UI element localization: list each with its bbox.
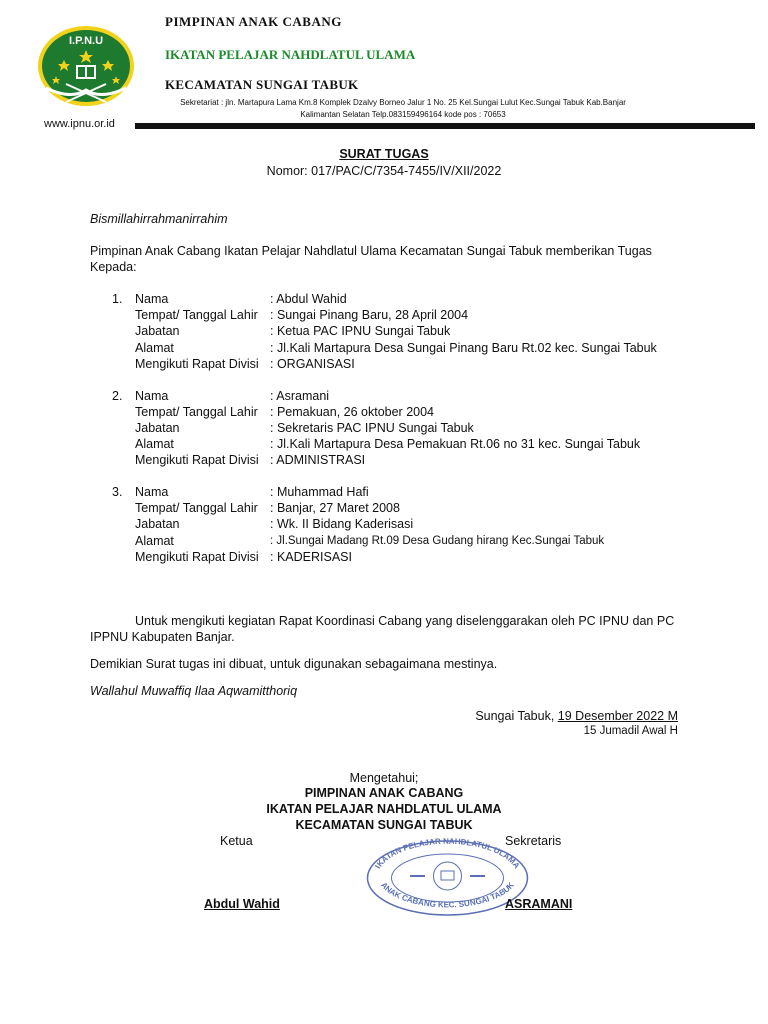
opening-basmalah: Bismillahirrahmanirrahim bbox=[90, 212, 228, 226]
letterhead-org-line1: PIMPINAN ANAK CABANG bbox=[165, 14, 342, 29]
label-nama: Nama bbox=[135, 389, 169, 403]
date-place: Sungai Tabuk, bbox=[475, 709, 558, 723]
signer-ketua: Abdul Wahid bbox=[204, 897, 280, 911]
value-jabatan: : Wk. II Bidang Kaderisasi bbox=[270, 517, 414, 531]
value-ttl: : Sungai Pinang Baru, 28 April 2004 bbox=[270, 308, 469, 322]
signer-sekretaris: ASRAMANI bbox=[505, 897, 573, 911]
value-nama: : Muhammad Hafi bbox=[270, 485, 369, 499]
svg-text:ANAK CABANG KEC. SUNGAI TABUK: ANAK CABANG KEC. SUNGAI TABUK bbox=[379, 880, 516, 910]
date-masehi: 19 Desember 2022 M bbox=[557, 709, 678, 723]
secretariat-address: Sekretariat : jln. Martapura Lama Km.8 Komplek Dzalvy Borneo Jalur 1 No. 25 Kel.Sungai Lulut Kec.Sungai Tabuk Kab.Banjar Kalimantan Selatan Telp.083159496164 kode pos : 70653 bbox=[180, 98, 626, 119]
acknowledged-label: Mengetahui; bbox=[349, 771, 419, 785]
person-number: 2. bbox=[112, 389, 123, 403]
letter-number: Nomor: 017/PAC/C/7354-7455/IV/XII/2022 bbox=[266, 164, 502, 178]
intro-line2: Kepada: bbox=[90, 260, 137, 274]
value-jabatan: : Sekretaris PAC IPNU Sungai Tabuk bbox=[270, 421, 474, 435]
signature-org2: IKATAN PELAJAR NAHDLATUL ULAMA bbox=[266, 802, 502, 816]
role-ketua: Ketua bbox=[220, 834, 253, 848]
signature-org1: PIMPINAN ANAK CABANG bbox=[304, 786, 464, 800]
label-alamat: Alamat bbox=[135, 534, 174, 548]
letterhead-org-line2: IKATAN PELAJAR NAHDLATUL ULAMA bbox=[165, 47, 416, 62]
value-ttl: : Banjar, 27 Maret 2008 bbox=[270, 501, 400, 515]
header-divider bbox=[135, 123, 755, 129]
label-ttl: Tempat/ Tanggal Lahir bbox=[135, 308, 258, 322]
value-nama: : Abdul Wahid bbox=[270, 292, 347, 306]
value-ttl: : Pemakuan, 26 oktober 2004 bbox=[270, 405, 435, 419]
label-divisi: Mengikuti Rapat Divisi bbox=[135, 550, 259, 564]
svg-text:IKATAN PELAJAR NAHDLATUL ULAMA: IKATAN PELAJAR NAHDLATUL ULAMA bbox=[373, 836, 522, 871]
signature-org3: KECAMATAN SUNGAI TABUK bbox=[295, 818, 473, 832]
label-jabatan: Jabatan bbox=[135, 421, 180, 435]
website-url: www.ipnu.or.id bbox=[44, 118, 115, 130]
closing-prayer: Wallahul Muwaffiq Ilaa Aqwamitthoriq bbox=[90, 684, 298, 698]
value-nama: : Asramani bbox=[270, 389, 330, 403]
value-divisi: : ORGANISASI bbox=[270, 357, 355, 371]
value-jabatan: : Ketua PAC IPNU Sungai Tabuk bbox=[270, 324, 451, 338]
role-sekretaris: Sekretaris bbox=[505, 834, 562, 848]
person-number: 3. bbox=[112, 485, 123, 499]
label-ttl: Tempat/ Tanggal Lahir bbox=[135, 405, 258, 419]
value-alamat: : Jl.Kali Martapura Desa Sungai Pinang Baru Rt.02 kec. Sungai Tabuk bbox=[270, 341, 657, 355]
intro-line1: Pimpinan Anak Cabang Ikatan Pelajar Nahdlatul Ulama Kecamatan Sungai Tabuk memberikan Tugas bbox=[90, 244, 652, 258]
closing-text: Demikian Surat tugas ini dibuat, untuk digunakan sebagaimana mestinya. bbox=[90, 657, 498, 671]
value-divisi: : KADERISASI bbox=[270, 550, 352, 564]
letter-title: SURAT TUGAS bbox=[339, 147, 429, 161]
person-number: 1. bbox=[112, 292, 123, 306]
svg-text:I.P.N.U: I.P.N.U bbox=[68, 35, 104, 47]
purpose-line2: IPPNU Kabupaten Banjar. bbox=[90, 630, 235, 644]
ipnu-logo bbox=[36, 18, 136, 118]
purpose-line1: Untuk mengikuti kegiatan Rapat Koordinasi Cabang yang diselenggarakan oleh PC IPNU dan PC bbox=[135, 614, 675, 628]
value-alamat: : Jl.Sungai Madang Rt.09 Desa Gudang hirang Kec.Sungai Tabuk bbox=[270, 535, 605, 547]
label-alamat: Alamat bbox=[135, 341, 174, 355]
value-alamat: : Jl.Kali Martapura Desa Pemakuan Rt.06 no 31 kec. Sungai Tabuk bbox=[270, 437, 641, 451]
letter-date bbox=[475, 708, 678, 724]
label-nama: Nama bbox=[135, 292, 169, 306]
value-divisi: : ADMINISTRASI bbox=[270, 453, 366, 467]
date-hijri: 15 Jumadil Awal H bbox=[583, 725, 678, 737]
letterhead-org-line3: KECAMATAN SUNGAI TABUK bbox=[165, 77, 359, 92]
label-jabatan: Jabatan bbox=[135, 324, 180, 338]
label-nama: Nama bbox=[135, 485, 169, 499]
label-divisi: Mengikuti Rapat Divisi bbox=[135, 357, 259, 371]
label-divisi: Mengikuti Rapat Divisi bbox=[135, 453, 259, 467]
label-alamat: Alamat bbox=[135, 437, 174, 451]
label-ttl: Tempat/ Tanggal Lahir bbox=[135, 501, 258, 515]
label-jabatan: Jabatan bbox=[135, 517, 180, 531]
